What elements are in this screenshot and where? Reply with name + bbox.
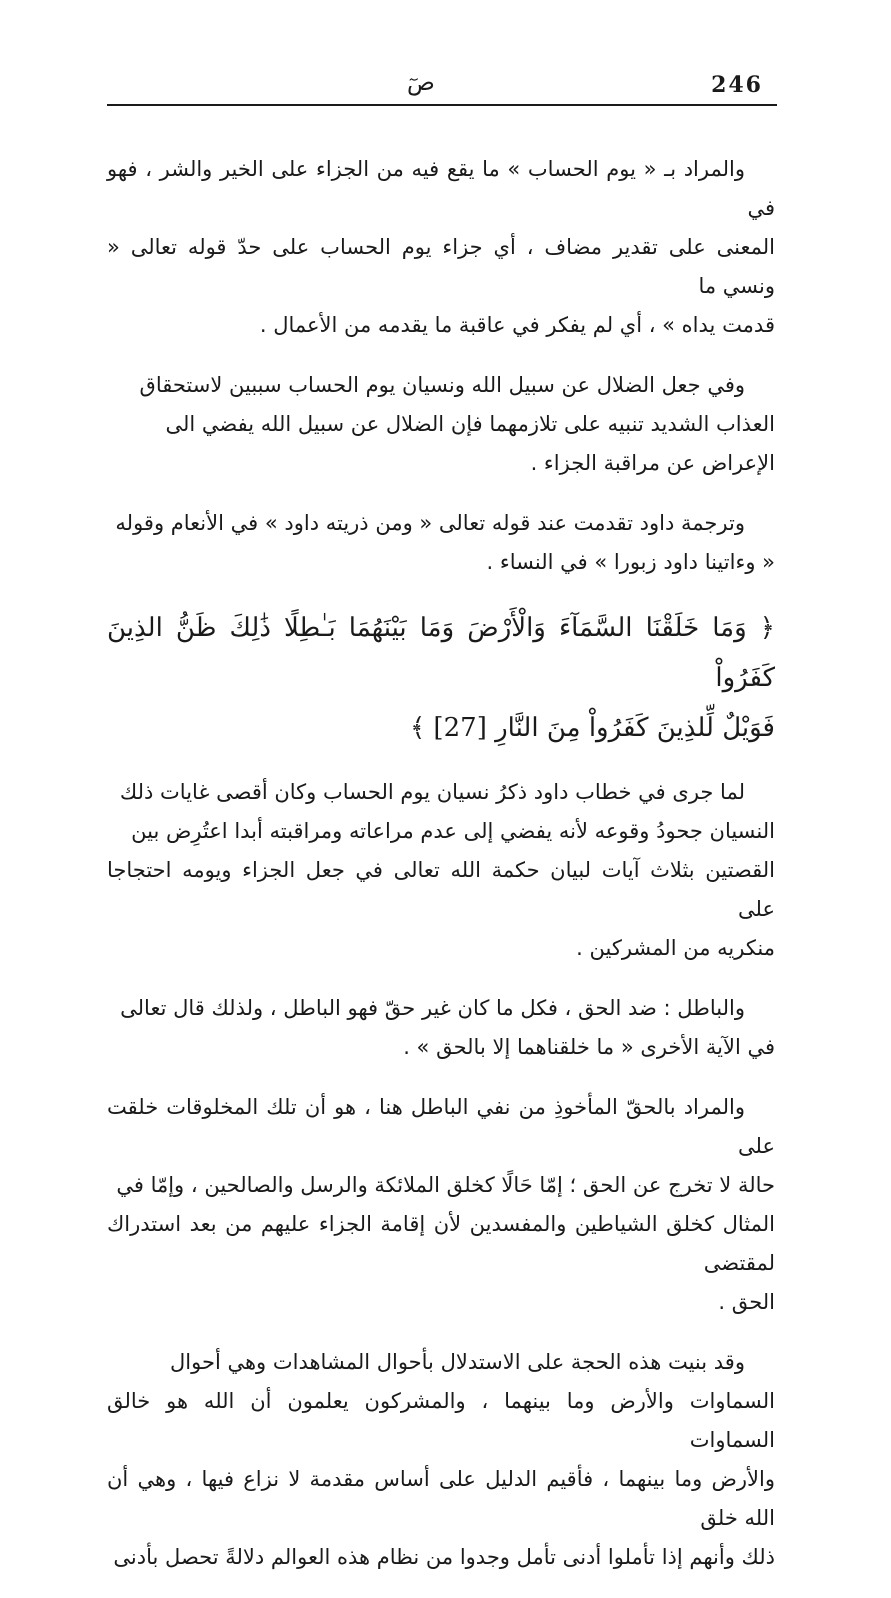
paragraph-al-haqq: والمراد بالحقّ المأخوذِ من نفي الباطل هنا ، هو أن تلك المخلوقات خلقت على حالة لا تخرج عن الحق ؛ إمّا حَالًا كخلق الملائكة والرسل والصالحين ، وإمّا في المثال كخلق الشياطين والمفسدين لأن إقامة الجزاء عليهم من بعد استدراك لمقتضى الحق . <box>107 1095 775 1314</box>
header-rule <box>107 104 777 106</box>
paragraph-al-hujja: وقد بنيت هذه الحجة على الاستدلال بأحوال المشاهدات وهي أحوال السماوات والأرض وما بينهما ، والمشركون يعلمون أن الله هو خالق السماوات والأرض وما بينهما ، فأقيم الدليل على أساس مقدمة لا نزاع فيها ، وهي أن الله خلق ذلك وأنهم إذا تأملوا أدنى تأمل وجدوا من نظام هذه العوالم دلالةً تحصل بأدنى <box>107 1350 775 1569</box>
page-header <box>107 70 777 104</box>
running-title: صٓ <box>407 70 435 96</box>
quran-verse: ﴿ وَمَا خَلَقْنَا السَّمَآءَ وَالْأَرْضَ وَمَا بَيْنَهُمَا بَـٰطِلًا ذَٰلِكَ ظَنُّ الذِينَ كَفَرُواْ فَوَيْلٌ لِّلذِينَ كَفَرُواْ مِنَ النَّارِ [27] ﴾ <box>107 613 775 743</box>
paragraph-yawm-al-hisab: والمراد بـ « يوم الحساب » ما يقع فيه من الجزاء على الخير والشر ، فهو في المعنى على تقدير مضاف ، أي جزاء يوم الحساب على حدّ قوله تعالى « ونسي ما قدمت يداه » ، أي لم يفكر في عاقبة ما يقدمه من الأعمال . <box>107 157 775 337</box>
paragraph-tarjamat-dawud: وترجمة داود تقدمت عند قوله تعالى « ومن ذريته داود » في الأنعام وقوله « وءاتينا داود زبورا » في النساء . <box>115 511 775 574</box>
paragraph-al-batil: والباطل : ضد الحق ، فكل ما كان غير حقّ فهو الباطل ، ولذلك قال تعالى في الآية الأخرى « ما خلقناهما إلا بالحق » . <box>120 996 775 1059</box>
page-number: 246 <box>711 72 763 98</box>
paragraph-khitab-dawud: لما جرى في خطاب داود ذكرُ نسيان يوم الحساب وكان أقصى غايات ذلك النسيان جحودُ وقوعه لأنه يفضي إلى عدم مراعاته ومراقبته أبدا اعتُرِض بين القصتين بثلاث آيات لبيان حكمة الله تعالى في جعل الجزاء ويومه احتجاجا على منكريه من المشركين . <box>107 780 775 960</box>
paragraph-dalal-wa-nisyan: وفي جعل الضلال عن سبيل الله ونسيان يوم الحساب سببين لاستحقاق العذاب الشديد تنبيه على تلازمهما فإن الضلال عن سبيل الله يفضي الى الإعراض عن مراقبة الجزاء . <box>139 373 775 475</box>
body-text <box>107 150 775 1598</box>
